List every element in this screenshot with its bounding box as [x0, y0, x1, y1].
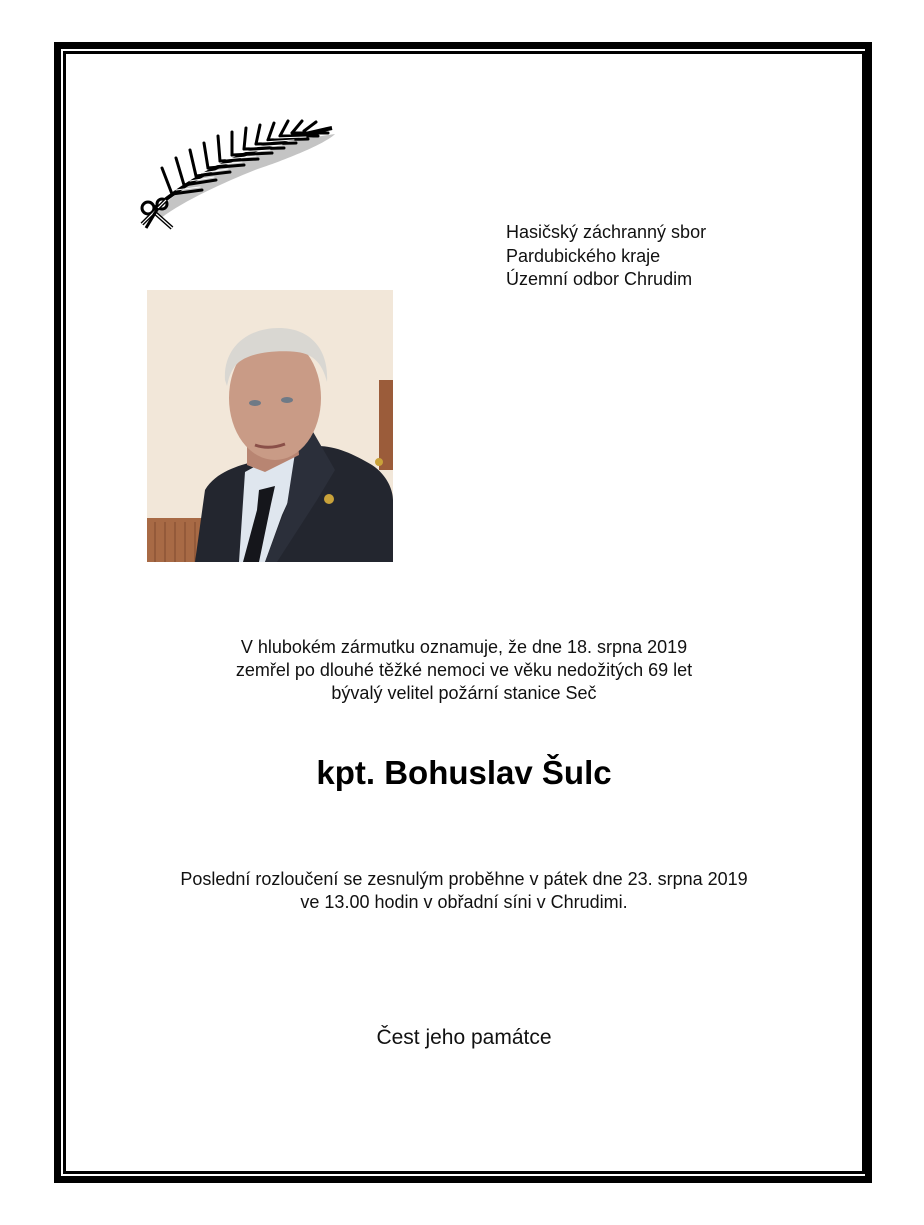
photo-shoulder-button	[375, 458, 383, 466]
photo-eye-left	[249, 400, 261, 406]
organization-block	[506, 221, 706, 292]
funeral-details	[63, 868, 865, 914]
photo-door-frame	[379, 380, 393, 470]
funeral-line: Poslední rozloučení se zesnulým proběhne v pátek dne 23. srpna 2019	[180, 869, 748, 889]
deceased-name: kpt. Bohuslav Šulc	[316, 754, 612, 791]
portrait-photo	[147, 290, 393, 562]
announcement-line: V hlubokém zármutku oznamuje, že dne 18. srpna 2019	[240, 637, 688, 657]
organization-line: Územní odbor Chrudim	[506, 269, 693, 289]
announcement-text	[63, 636, 865, 705]
organization-line: Pardubického kraje	[506, 245, 661, 266]
funeral-line: ve 13.00 hodin v obřadní síni v Chrudimi.	[300, 892, 628, 912]
announcement-line: zemřel po dlouhé těžké nemoci ve věku nedožitých 69 let	[235, 660, 693, 680]
organization-line: Hasičský záchranný sbor	[506, 222, 707, 242]
announcement-line: bývalý velitel požární stanice Seč	[331, 683, 597, 703]
closing-phrase: Čest jeho památce	[376, 1026, 552, 1049]
photo-eye-right	[281, 397, 293, 403]
palm-branch-icon	[132, 116, 342, 234]
palm-branch-leaves	[162, 121, 328, 194]
ribbon-bow-icon	[142, 199, 172, 228]
photo-badge	[324, 494, 334, 504]
portrait-illustration	[147, 290, 393, 562]
